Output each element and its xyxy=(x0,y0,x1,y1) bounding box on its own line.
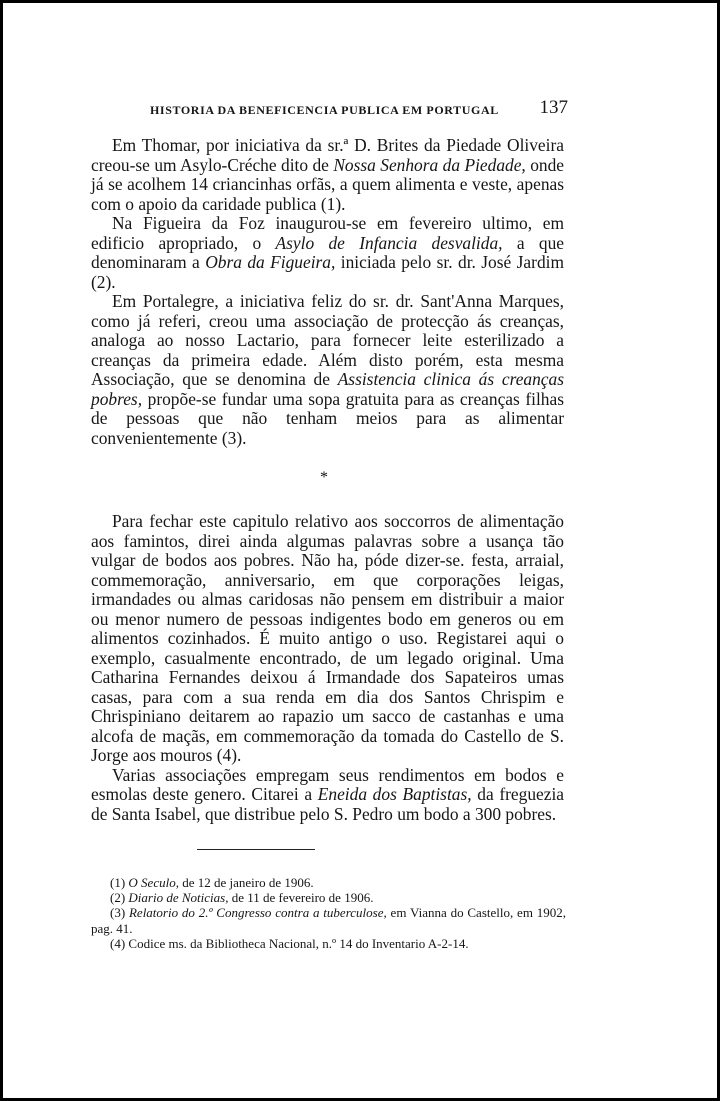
footnote-4: (4) Codice ms. da Bibliotheca Nacional, n.º 14 do Inventario A-2-14. xyxy=(110,935,469,951)
book-page xyxy=(3,3,717,1098)
paragraph-portalegre: Em Portalegre, a iniciativa feliz do sr. dr. Sant'Anna Marques, como já referi, creou uma associação de protecção ás creanças, analoga ao nosso Lactario, para fornecer leite esterilizado a creanças da primeira edade. Além disto porém, esta mesma Associação, que se denomina de Assistencia clinica ás creanças pobres, propõe-se fundar uma sopa gratuita para as creanças filhas de pessoas que não tenham meios para as alimentar convenientemente (3). xyxy=(91,291,564,448)
footnote-3: (3) Relatorio do 2.º Congresso contra a tuberculose, em Vianna do Castello, em 1902, pag. 41. xyxy=(91,905,566,936)
body-text-upper xyxy=(91,136,564,448)
section-ornament: * xyxy=(320,469,328,486)
running-title: HISTORIA DA BENEFICENCIA PUBLICA EM PORTUGAL xyxy=(150,103,499,117)
footnote-2: (2) Diario de Noticias, de 11 de fevereiro de 1906. xyxy=(110,890,374,906)
running-header xyxy=(150,99,568,123)
body-text-lower xyxy=(91,512,564,824)
paragraph-thomar: Em Thomar, por iniciativa da sr.ª D. Brites da Piedade Oliveira creou-se um Asylo-Créche dito de Nossa Senhora da Piedade, onde já se acolhem 14 criancinhas orfãs, a quem alimenta e veste, apenas com o apoio da caridade publica (1). xyxy=(91,135,565,214)
footnotes xyxy=(91,875,566,951)
footnote-1: (1) O Seculo, de 12 de janeiro de 1906. xyxy=(110,875,314,890)
paragraph-associacoes: Varias associações empregam seus rendimentos em bodos e esmolas deste genero. Citarei a Eneida dos Baptistas, da freguezia de Santa Isabel, que distribue pelo S. Pedro um bodo a 300 pobres. xyxy=(91,764,565,824)
paragraph-bodos: Para fechar este capitulo relativo aos soccorros de alimentação aos famintos, direi ainda algumas palavras sobre a usança tão vulgar de bodos aos pobres. Não ha, póde dizer-se. festa, arraial, commemoração, anniversario, em que corporações leigas, irmandades ou almas caridosas não pensem em distribuir a maior ou menor numero de pessoas indigentes bodo em generos ou em alimentos cozinhados. É muito antigo o uso. Registarei aqui o exemplo, casualmente encontrado, de um legado original. Uma Catharina Fernandes deixou á Irmandade dos Sapateiros umas casas, para com a sua renda em dia dos Santos Chrispim e Chrispiniano deitarem ao rapazio um sacco de castanhas e uma alcofa de maçãs, em commemoração da tomada do Castello de S. Jorge aos mouros (4). xyxy=(91,511,564,765)
page-number: 137 xyxy=(539,97,568,118)
footnote-divider xyxy=(197,849,315,850)
paragraph-figueira: Na Figueira da Foz inaugurou-se em fevereiro ultimo, em edificio apropriado, o Asylo de Infancia desvalida, a que denominaram a Obra da Figueira, iniciada pelo sr. dr. José Jardim (2). xyxy=(91,213,565,292)
